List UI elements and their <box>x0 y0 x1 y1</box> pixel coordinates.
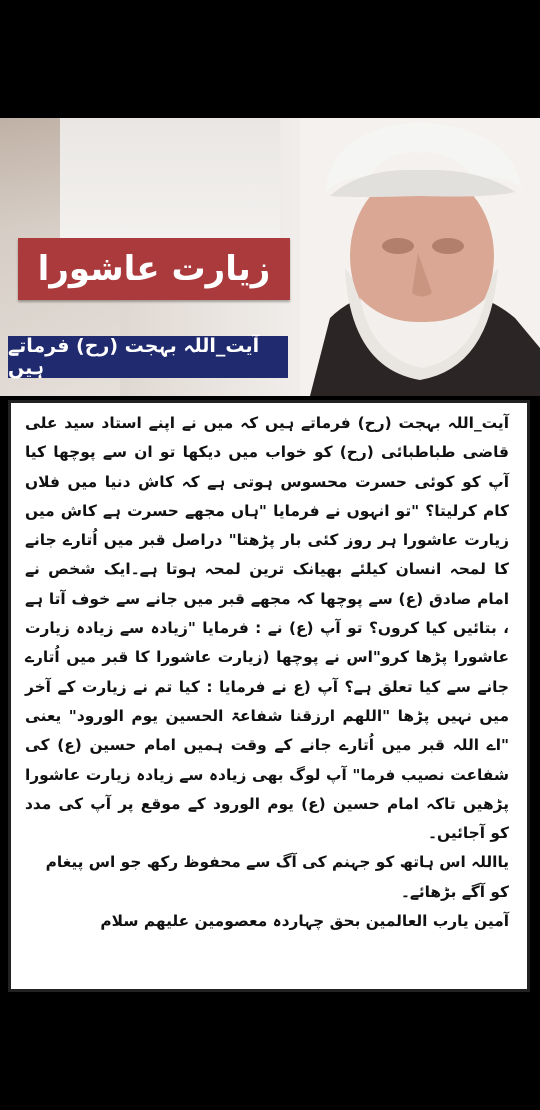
title-banner: زیارت عاشورا <box>18 238 290 300</box>
text-panel <box>8 400 530 992</box>
prayer-text: یااللہ اس ہاتھ کو جہنم کی آگ سے محفوظ رکھ جو اس پیغام کو آگے بڑھائے۔ <box>45 853 509 901</box>
sky-background <box>60 118 280 258</box>
subtitle-banner: آیت_اللہ بہجت (رح) فرماتے ہیں <box>8 336 288 378</box>
header-image <box>0 118 540 396</box>
body-text: آیت_اللہ بہجت (رح) فرماتے ہیں کہ میں نے اپنے استاد سید علی قاضی طباطبائی (رح) کو خواب میں دیکھا تو ان سے پوچھا کیا آپ کو کوئی حسرت محسوس ہوتی ہے کہ کاش دنیا میں فلاں کام کرلیتا؟ "تو انہوں نے فرمایا "ہاں مجھے حسرت ہے کاش میں زیارت عاشورا ہر روز کئی بار پڑھتا" دراصل قبر میں اُتارے جانے کا لمحہ انسان کیلئے بھیانک ترین لمحہ ہوتا ہے۔ایک شخص نے امام صادق (ع) سے پوچھا کہ مجھے قبر میں جانے سے خوف آتا ہے ، بتائیں کیا کروں؟ تو آپ (ع) نے : فرمایا "زیادہ سے زیادہ زیارت عاشورا پڑھا کرو"اس نے پوچھا (زیارت عاشورا کا قبر میں اُتارے جانے سے کیا تعلق ہے؟ آپ (ع نے فرمایا : کیا تم نے زیارت کے آخر میں نہیں پڑھا "اللھم ارزقنا شفاعۃ الحسین یوم الورود" یعنی "اے اللہ قبر میں اُتارے جانے کے وقت ہمیں امام حسین (ع) کی شفاعت نصیب فرما" آپ لوگ بھی زیادہ سے زیادہ زیارت عاشورا پڑھیں تاکہ امام حسین (ع) یوم الورود کے موقع پر آپ کی مدد کو آجائیں۔ <box>25 414 509 843</box>
scholar-portrait <box>300 118 540 396</box>
closing-text: آمین یارب العالمین بحق چہاردہ معصومین علیھم سلام <box>100 912 509 931</box>
